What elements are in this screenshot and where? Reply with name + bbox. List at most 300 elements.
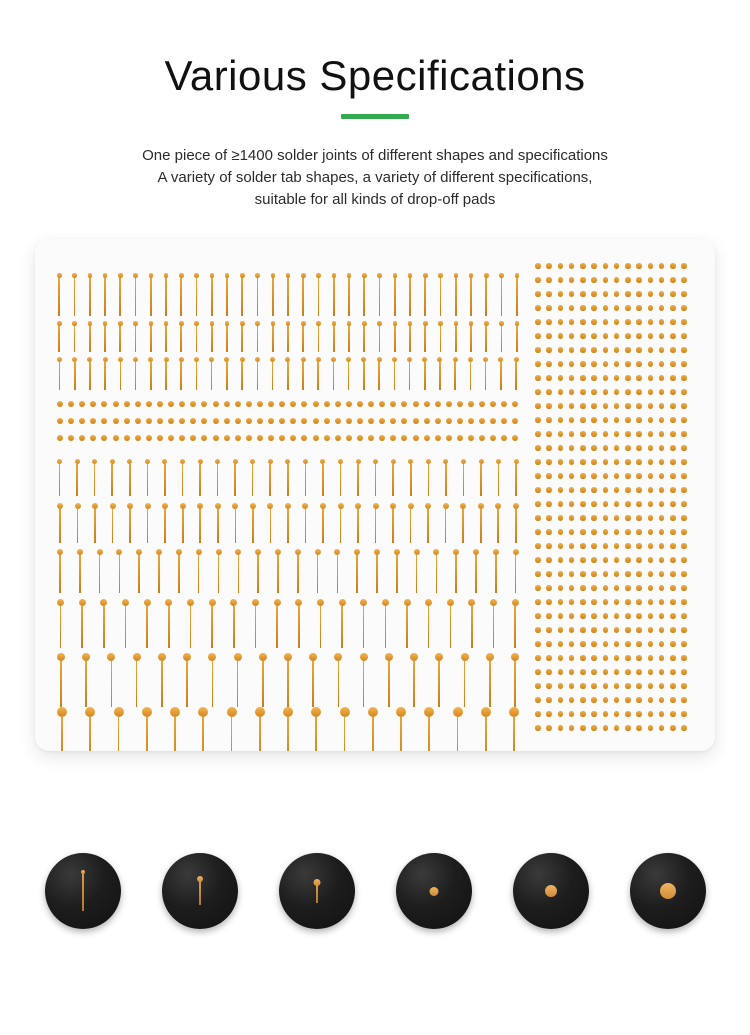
solder-dot <box>558 697 564 703</box>
solder-dot <box>603 641 609 647</box>
solder-tab <box>114 707 124 751</box>
joint-shape-swatch[interactable] <box>45 853 121 929</box>
solder-dot <box>535 347 541 353</box>
solder-tab <box>122 599 129 648</box>
solder-dot <box>636 599 642 605</box>
solder-dot <box>457 435 463 441</box>
solder-dot <box>135 418 141 424</box>
solder-dot <box>569 501 575 507</box>
dot-grid-row <box>535 501 687 507</box>
solder-dot <box>591 683 597 689</box>
solder-tab <box>198 707 208 751</box>
solder-tab <box>414 549 420 593</box>
solder-dot <box>648 711 654 717</box>
solder-tab <box>447 599 454 648</box>
swatch-head <box>660 883 676 899</box>
solder-tab <box>92 459 97 496</box>
solder-dot <box>580 263 586 269</box>
solder-dot <box>636 333 642 339</box>
solder-dot <box>535 571 541 577</box>
solder-dot <box>213 418 219 424</box>
subtitle-line-2: A variety of solder tab shapes, a variety of different specifications, <box>157 169 593 187</box>
solder-dot <box>213 435 219 441</box>
solder-dot <box>569 445 575 451</box>
solder-dot <box>591 725 597 731</box>
solder-dot <box>569 431 575 437</box>
solder-dot <box>224 435 230 441</box>
solder-dot <box>670 655 676 661</box>
solder-dot <box>324 418 330 424</box>
joint-shape-swatch[interactable] <box>162 853 238 929</box>
solder-dot <box>670 669 676 675</box>
solder-dot <box>558 291 564 297</box>
solder-dot <box>625 529 631 535</box>
solder-dot <box>636 417 642 423</box>
solder-dot <box>569 417 575 423</box>
solder-dot <box>535 683 541 689</box>
solder-dot <box>636 683 642 689</box>
solder-tab <box>302 503 308 543</box>
solder-tab <box>499 273 504 316</box>
dot-grid-row <box>535 431 687 437</box>
solder-tab <box>422 357 427 390</box>
solder-dot <box>201 435 207 441</box>
solder-tab <box>317 599 324 648</box>
solder-dot <box>546 445 552 451</box>
solder-dot <box>614 347 620 353</box>
solder-tab <box>149 321 154 352</box>
solder-tab <box>374 549 380 593</box>
solder-dot <box>535 263 541 269</box>
solder-dot <box>580 599 586 605</box>
solder-dot <box>224 401 230 407</box>
solder-dot <box>614 627 620 633</box>
solder-dot <box>648 571 654 577</box>
solder-tab <box>339 599 346 648</box>
solder-dot <box>659 445 665 451</box>
solder-dot <box>603 543 609 549</box>
solder-dot <box>246 435 252 441</box>
solder-dot <box>558 683 564 689</box>
solder-dot <box>659 347 665 353</box>
joint-shape-swatch[interactable] <box>279 853 355 929</box>
solder-dot <box>636 571 642 577</box>
solder-dot <box>625 711 631 717</box>
solder-dot <box>659 277 665 283</box>
solder-dot <box>290 401 296 407</box>
solder-tab <box>250 459 255 496</box>
solder-dot <box>603 627 609 633</box>
solder-dot <box>546 655 552 661</box>
solder-dot <box>580 417 586 423</box>
dot-grid-row <box>535 627 687 633</box>
solder-dot <box>659 725 665 731</box>
solder-tab <box>176 549 182 593</box>
solder-tab <box>334 549 340 593</box>
solder-dot <box>535 333 541 339</box>
solder-dot <box>479 435 485 441</box>
solder-tab <box>75 459 80 496</box>
solder-dot <box>301 401 307 407</box>
solder-dot <box>580 627 586 633</box>
solder-dot <box>625 263 631 269</box>
solder-tab <box>225 321 230 352</box>
solder-dot <box>636 557 642 563</box>
solder-dot <box>580 585 586 591</box>
solder-dot <box>659 711 665 717</box>
solder-tab <box>82 653 90 707</box>
solder-dot <box>235 418 241 424</box>
dot-grid-row <box>535 375 687 381</box>
solder-dot <box>659 627 665 633</box>
solder-dot <box>168 401 174 407</box>
solder-tab <box>425 599 432 648</box>
solder-dot <box>435 418 441 424</box>
solder-dot <box>569 277 575 283</box>
solder-dot <box>681 529 687 535</box>
solder-dot <box>535 473 541 479</box>
solder-tab <box>303 459 308 496</box>
solder-dot <box>636 543 642 549</box>
solder-dot <box>670 263 676 269</box>
solder-dot <box>659 599 665 605</box>
solder-dot <box>591 655 597 661</box>
solder-dot <box>603 473 609 479</box>
solder-tab <box>225 273 230 316</box>
solder-dot <box>580 305 586 311</box>
solder-tab <box>145 503 151 543</box>
joint-shape-swatch[interactable] <box>630 853 706 929</box>
solder-dot <box>681 459 687 465</box>
solder-tab <box>338 459 343 496</box>
solder-dot <box>558 305 564 311</box>
solder-tab <box>338 503 344 543</box>
solder-dot <box>346 418 352 424</box>
solder-dot <box>558 459 564 465</box>
solder-tab <box>194 273 199 316</box>
solder-dot <box>501 401 507 407</box>
solder-dot <box>614 585 620 591</box>
solder-tab <box>208 653 216 707</box>
dot-grid-row <box>535 697 687 703</box>
solder-dot <box>146 435 152 441</box>
dot-grid-row <box>535 291 687 297</box>
solder-dot <box>558 585 564 591</box>
solder-dot <box>535 487 541 493</box>
solder-dot <box>659 557 665 563</box>
solder-dot <box>625 375 631 381</box>
solder-tab <box>495 503 501 543</box>
dot-grid-row <box>535 277 687 283</box>
solder-dot <box>659 641 665 647</box>
solder-dot <box>569 473 575 479</box>
solder-dot <box>681 305 687 311</box>
solder-dot <box>648 263 654 269</box>
solder-dot <box>435 435 441 441</box>
solder-dot <box>625 683 631 689</box>
solder-dot <box>446 435 452 441</box>
solder-dot <box>636 305 642 311</box>
solder-dot <box>603 571 609 577</box>
solder-dot <box>546 319 552 325</box>
solder-dot <box>501 418 507 424</box>
solder-dot <box>625 557 631 563</box>
solder-dot <box>569 641 575 647</box>
solder-dot <box>580 389 586 395</box>
solder-dot <box>648 487 654 493</box>
solder-tab <box>347 321 352 352</box>
solder-tab <box>391 459 396 496</box>
solder-dot <box>335 401 341 407</box>
solder-dot <box>591 697 597 703</box>
solder-dot <box>681 319 687 325</box>
solder-dot <box>558 641 564 647</box>
dot-grid-row <box>535 389 687 395</box>
solder-dot <box>546 585 552 591</box>
dot-grid-row <box>535 305 687 311</box>
dot-grid-row <box>535 361 687 367</box>
solder-dot <box>569 333 575 339</box>
solder-dot <box>490 418 496 424</box>
solder-dot <box>591 627 597 633</box>
solder-tab <box>332 321 337 352</box>
solder-tab <box>267 503 273 543</box>
subtitle-line-1: One piece of ≥1400 solder joints of different shapes and specifications <box>142 147 608 165</box>
solder-dot <box>580 571 586 577</box>
solder-tab <box>331 357 336 390</box>
solder-tab <box>224 357 229 390</box>
solder-dot <box>558 711 564 717</box>
solder-tab <box>57 549 63 593</box>
solder-dot <box>636 361 642 367</box>
solder-dot <box>625 291 631 297</box>
joint-shape-swatch[interactable] <box>513 853 589 929</box>
solder-dot <box>614 543 620 549</box>
solder-dot <box>670 585 676 591</box>
solder-tab <box>469 321 474 352</box>
subtitle-line-3: suitable for all kinds of drop-off pads <box>254 191 496 209</box>
solder-dot <box>614 445 620 451</box>
solder-tab <box>396 707 406 751</box>
solder-dot <box>614 697 620 703</box>
solder-tab <box>232 503 238 543</box>
solder-dot <box>648 501 654 507</box>
dot-grid-row <box>535 711 687 717</box>
solder-tab <box>210 273 215 316</box>
solder-dot <box>558 347 564 353</box>
solder-tab-band <box>57 357 519 390</box>
solder-dot <box>591 487 597 493</box>
solder-dot <box>157 401 163 407</box>
solder-dot <box>401 435 407 441</box>
solder-dot <box>659 375 665 381</box>
solder-dot <box>603 403 609 409</box>
solder-dot <box>546 459 552 465</box>
solder-dot <box>512 401 518 407</box>
solder-dot <box>535 669 541 675</box>
solder-dot <box>569 319 575 325</box>
solder-tab <box>255 707 265 751</box>
solder-tab <box>509 707 519 751</box>
solder-dot <box>546 403 552 409</box>
solder-dot <box>580 669 586 675</box>
dot-grid-row <box>535 543 687 549</box>
solder-dot <box>446 401 452 407</box>
solder-dot <box>614 277 620 283</box>
solder-dot <box>546 543 552 549</box>
solder-dot <box>603 515 609 521</box>
solder-tab <box>180 459 185 496</box>
solder-tab <box>194 321 199 352</box>
solder-dot <box>659 669 665 675</box>
solder-dot <box>670 487 676 493</box>
solder-dot <box>614 389 620 395</box>
solder-dot <box>569 529 575 535</box>
solder-dot <box>457 418 463 424</box>
solder-dot <box>246 418 252 424</box>
solder-tab <box>127 503 133 543</box>
solder-tab <box>410 653 418 707</box>
solder-dot <box>659 487 665 493</box>
solder-dot <box>290 435 296 441</box>
solder-dot <box>390 435 396 441</box>
solder-dot <box>535 585 541 591</box>
solder-dot <box>636 319 642 325</box>
solder-tab <box>233 459 238 496</box>
solder-dot <box>57 418 63 424</box>
solder-tab <box>515 273 520 316</box>
solder-dot <box>535 515 541 521</box>
solder-dot <box>569 599 575 605</box>
solder-dot <box>603 389 609 395</box>
joint-shape-swatch[interactable] <box>396 853 472 929</box>
solder-tab <box>295 599 302 648</box>
solder-dot <box>558 431 564 437</box>
solder-tab <box>423 321 428 352</box>
dot-grid-row <box>535 655 687 661</box>
solder-dot <box>569 291 575 297</box>
solder-dot <box>659 291 665 297</box>
solder-dot <box>558 473 564 479</box>
solder-dot <box>301 435 307 441</box>
dot-grid-row <box>535 585 687 591</box>
solder-dot <box>535 319 541 325</box>
solder-dot <box>546 417 552 423</box>
solder-tab <box>79 599 86 648</box>
solder-dot <box>490 401 496 407</box>
solder-tab <box>461 459 466 496</box>
solder-dot <box>648 347 654 353</box>
solder-dot <box>625 333 631 339</box>
solder-tab <box>255 321 260 352</box>
solder-dot <box>648 375 654 381</box>
solder-tab <box>320 459 325 496</box>
solder-dot <box>401 401 407 407</box>
solder-dot <box>625 655 631 661</box>
solder-dot <box>546 571 552 577</box>
solder-dot <box>535 529 541 535</box>
solder-dot <box>546 487 552 493</box>
solder-tab <box>332 273 337 316</box>
solder-dot <box>558 319 564 325</box>
solder-tab <box>382 599 389 648</box>
solder-dot <box>558 571 564 577</box>
solder-dot <box>124 435 130 441</box>
solder-dot <box>535 431 541 437</box>
solder-dot <box>603 305 609 311</box>
solder-dot <box>648 333 654 339</box>
solder-dot <box>424 418 430 424</box>
solder-dot <box>591 473 597 479</box>
solder-dot <box>670 375 676 381</box>
solder-tab <box>57 653 65 707</box>
solder-dot <box>681 725 687 731</box>
solder-dot <box>535 557 541 563</box>
swatch-stem <box>82 873 84 911</box>
solder-dot <box>614 305 620 311</box>
solder-dot <box>379 435 385 441</box>
solder-dot <box>346 401 352 407</box>
solder-tab <box>227 707 237 751</box>
solder-dot <box>535 375 541 381</box>
solder-dot <box>636 613 642 619</box>
header <box>0 0 750 211</box>
solder-tab <box>514 357 519 390</box>
solder-dot <box>424 435 430 441</box>
solder-dot <box>569 515 575 521</box>
solder-dot <box>558 277 564 283</box>
solder-dot <box>580 697 586 703</box>
solder-dot <box>603 613 609 619</box>
solder-dot <box>546 375 552 381</box>
dot-grid-row <box>535 459 687 465</box>
solder-dot <box>591 445 597 451</box>
solder-dot <box>681 683 687 689</box>
solder-tab <box>438 321 443 352</box>
solder-tab <box>110 503 116 543</box>
solder-dot <box>468 435 474 441</box>
solder-tab <box>268 459 273 496</box>
solder-dot <box>614 599 620 605</box>
solder-dot <box>379 418 385 424</box>
solder-tab <box>285 357 290 390</box>
solder-dot <box>279 418 285 424</box>
solder-tab <box>97 549 103 593</box>
solder-dot <box>670 389 676 395</box>
solder-dot <box>614 319 620 325</box>
solder-tab <box>377 357 382 390</box>
solder-dot <box>670 543 676 549</box>
solder-dot <box>146 418 152 424</box>
solder-dot <box>268 435 274 441</box>
solder-dot <box>625 389 631 395</box>
solder-tab <box>423 273 428 316</box>
solder-tab <box>454 321 459 352</box>
solder-dot <box>670 347 676 353</box>
solder-dot <box>535 641 541 647</box>
solder-dot <box>179 418 185 424</box>
solder-dot <box>681 669 687 675</box>
solder-dot <box>580 473 586 479</box>
solder-tab <box>87 357 92 390</box>
solder-dot <box>603 333 609 339</box>
solder-dot <box>603 557 609 563</box>
solder-dot <box>681 263 687 269</box>
solder-dot <box>591 277 597 283</box>
solder-dot <box>580 347 586 353</box>
solder-tab <box>354 549 360 593</box>
solder-tab <box>373 503 379 543</box>
